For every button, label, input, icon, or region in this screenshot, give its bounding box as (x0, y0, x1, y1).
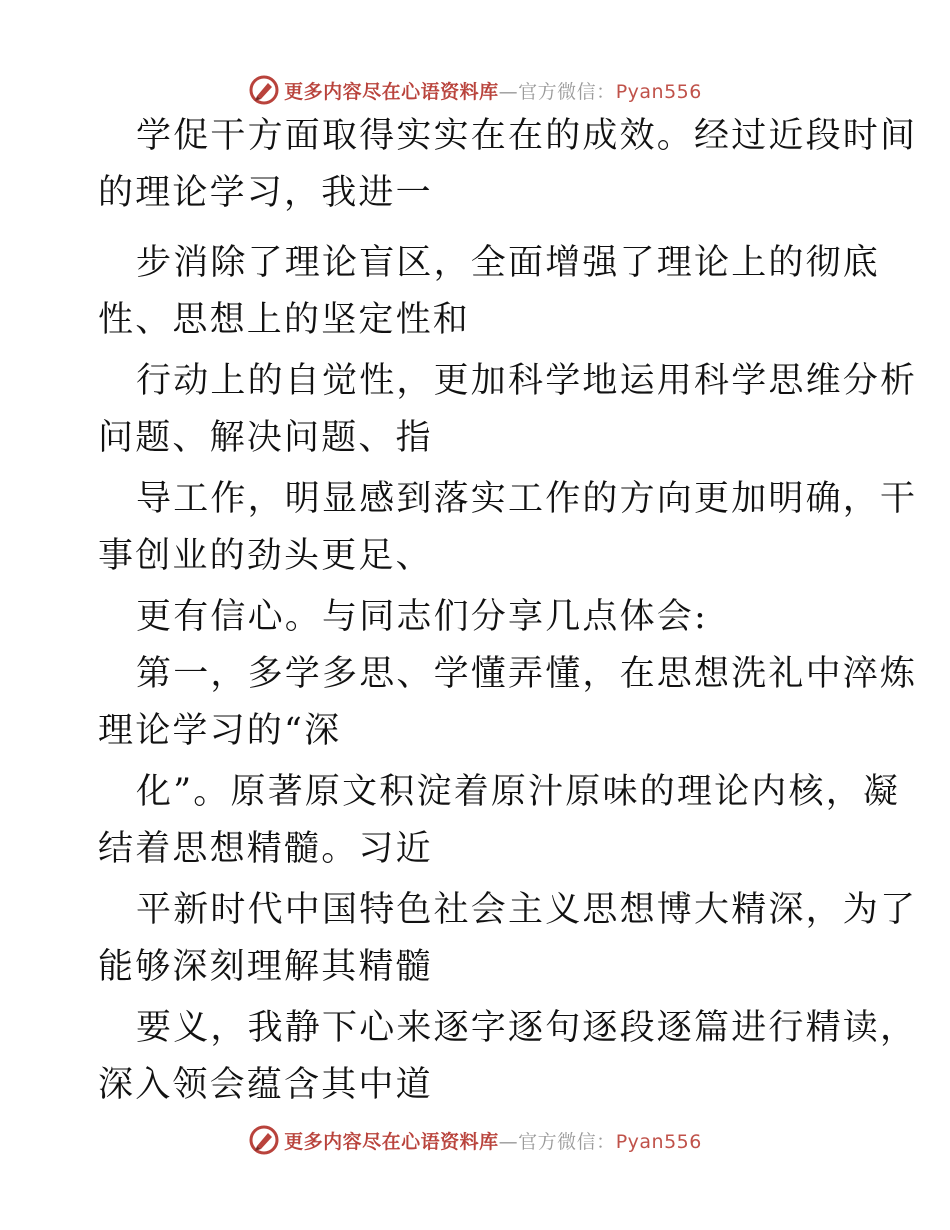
pen-logo-icon (248, 1124, 280, 1156)
footer-banner-text (284, 1127, 702, 1154)
body-line-9: 更有信心。与同志们分享几点体会: (136, 597, 708, 637)
footer-brand: 更多内容尽在心语资料库 (284, 1130, 499, 1153)
body-line-15: 能够深刻理解其精髓 (98, 947, 433, 987)
body-line-13: 结着思想精髓。习近 (98, 829, 433, 869)
header-banner (0, 70, 950, 110)
document-body (0, 116, 950, 1106)
body-line-11: 理论学习的“深 (98, 711, 342, 751)
header-separator: — (498, 80, 519, 103)
body-line-10: 第一，多学多思、学懂弄懂，在思想洗礼中淬炼 (136, 654, 918, 694)
header-brand: 更多内容尽在心语资料库 (284, 80, 499, 103)
body-line-16: 要义，我静下心来逐字逐句逐段逐篇进行精读， (136, 1008, 918, 1048)
footer-official-label: 官方微信： (518, 1130, 616, 1153)
pen-logo-icon (248, 74, 280, 106)
footer-separator: — (498, 1130, 519, 1153)
body-line-2: 的理论学习，我进一 (98, 173, 433, 213)
header-banner-text (284, 77, 702, 104)
header-wechat-id: Pyan556 (615, 80, 702, 103)
body-line-6: 问题、解决问题、指 (98, 418, 433, 458)
body-line-14: 平新时代中国特色社会主义思想博大精深，为了 (136, 890, 918, 930)
body-line-3: 步消除了理论盲区，全面增强了理论上的彻底 (136, 243, 881, 283)
footer-banner (0, 1120, 950, 1160)
header-official-label: 官方微信： (518, 80, 616, 103)
body-line-12: 化”。原著原文积淀着原汁原味的理论内核，凝 (136, 772, 901, 812)
footer-wechat-id: Pyan556 (615, 1130, 702, 1153)
body-line-4: 性、思想上的坚定性和 (98, 300, 471, 340)
body-line-7: 导工作，明显感到落实工作的方向更加明确，干 (136, 479, 918, 519)
body-line-5: 行动上的自觉性，更加科学地运用科学思维分析 (136, 361, 918, 401)
body-line-17: 深入领会蕴含其中道 (98, 1065, 433, 1105)
body-line-1: 学促干方面取得实实在在的成效。经过近段时间 (136, 116, 918, 156)
body-line-8: 事创业的劲头更足、 (98, 536, 433, 576)
